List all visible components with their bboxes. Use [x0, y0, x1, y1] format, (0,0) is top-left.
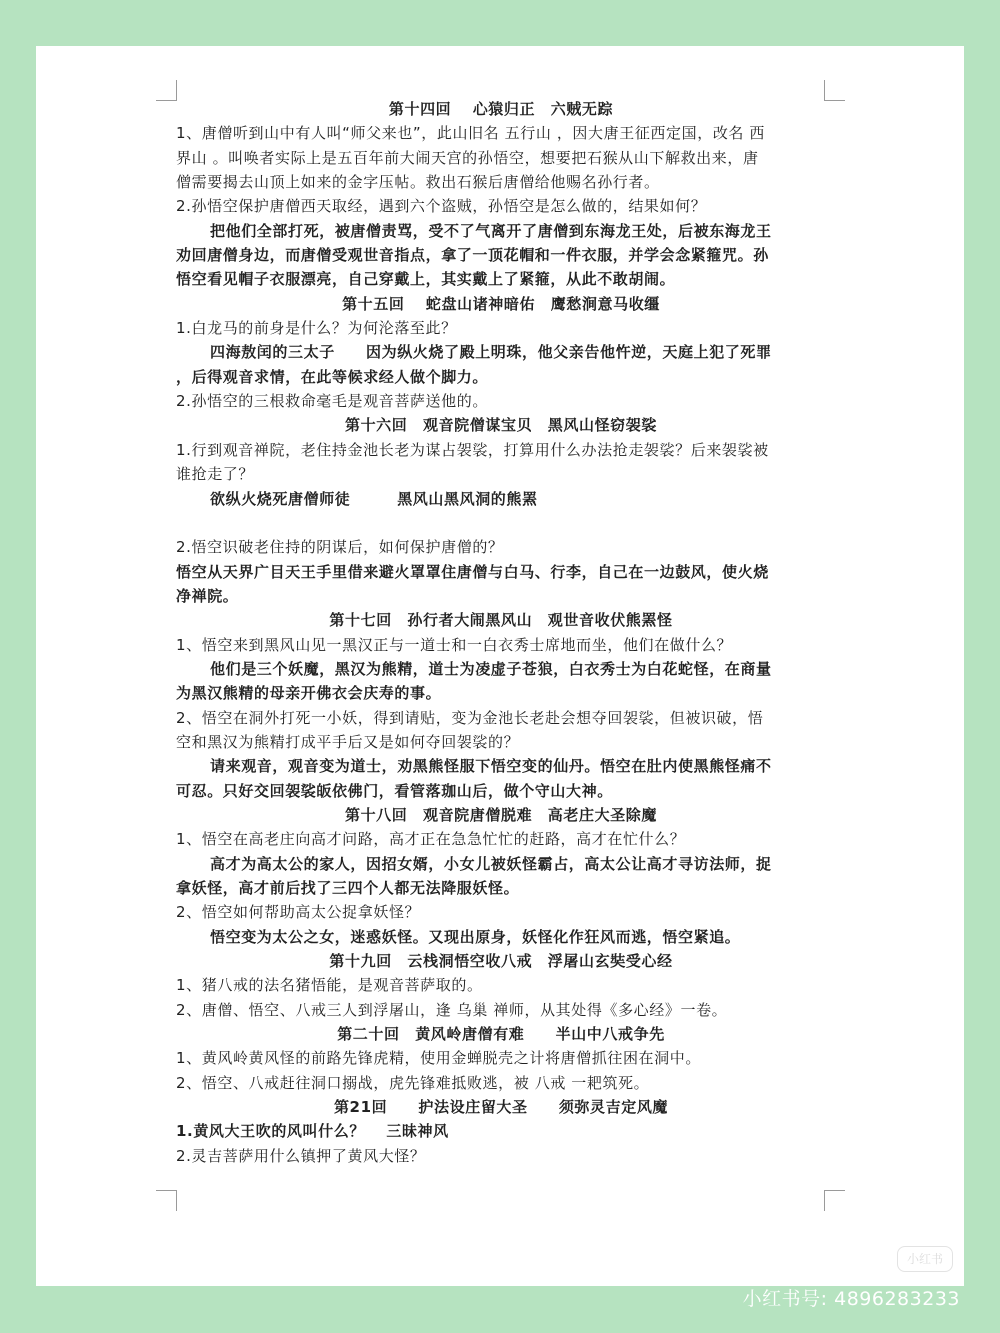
crop-mark-bottom-right	[824, 1190, 845, 1211]
question-line: 2、唐僧、悟空、八戒三人到浮屠山，逢 乌巢 禅师，从其处得《多心经》一卷。	[176, 1000, 728, 1019]
answer-line: 可忍。只好交回袈裟皈依佛门，看管落珈山后，做个守山大神。	[176, 781, 613, 800]
question-line: 界山 。叫唤者实际上是五百年前大闹天宫的孙悟空，想要把石猴从山下解救出来，唐	[176, 148, 759, 167]
answer-line: 悟空变为太公之女，迷惑妖怪。又现出原身，妖怪化作狂风而逃，悟空紧追。	[210, 927, 741, 946]
question-line: 空和黑汉为熊精打成平手后又是如何夺回袈裟的？	[176, 732, 520, 751]
question-line: 2、悟空如何帮助高太公捉拿妖怪？	[176, 903, 421, 922]
question-line: 1、猪八戒的法名猪悟能，是观音菩萨取的。	[176, 976, 483, 995]
question-line: 1、黄风岭黄风怪的前路先锋虎精，使用金蝉脱壳之计将唐僧抓往困在洞中。	[176, 1049, 701, 1068]
question-line: 1.行到观音禅院，老住持金池长老为谋占袈裟，打算用什么办法抢走袈裟？后来袈裟被	[176, 440, 769, 459]
answer-line: 劝回唐僧身边，而唐僧受观世音指点，拿了一顶花帽和一件衣服，并学会念紧箍咒。孙	[176, 246, 769, 265]
chapter-heading: 第21回 护法设庄留大圣 须弥灵吉定风魔	[333, 1098, 669, 1117]
question-line: 1、悟空来到黑风山见一黑汉正与一道士和一白衣秀士席地而坐，他们在做什么？	[176, 635, 733, 654]
question-line: 1.白龙马的前身是什么？为何沦落至此？	[176, 319, 457, 338]
chapter-heading: 第十六回 观音院僧谋宝贝 黑风山怪窃袈裟	[344, 416, 657, 435]
answer-line: 1.黄风大王吹的风叫什么？ 三昧神风	[176, 1122, 449, 1141]
account-watermark: 小红书号: 4896283233	[742, 1288, 960, 1310]
answer-line: 悟空从天界广目天王手里借来避火罩罩住唐僧与白马、行李，自己在一边鼓风，使火烧	[176, 562, 769, 581]
question-line: 2.孙悟空保护唐僧西天取经，遇到六个盗贼，孙悟空是怎么做的，结果如何？	[176, 197, 707, 216]
chapter-heading: 第十五回 蛇盘山诸神暗佑 鹰愁涧意马收缰	[342, 294, 660, 313]
question-line: 1、悟空在高老庄向高才问路，高才正在急急忙忙的赶路，高才在忙什么？	[176, 830, 686, 849]
question-line: 2、悟空、八戒赶往洞口搦战，虎先锋难抵败逃，被 八戒 一耙筑死。	[176, 1073, 650, 1092]
answer-line: 悟空看见帽子衣服漂亮，自己穿戴上，其实戴上了紧箍，从此不敢胡闹。	[176, 270, 676, 289]
answer-line: 高才为高太公的家人，因招女婿，小女儿被妖怪霸占，高太公让高才寻访法师，捉	[210, 854, 772, 873]
answer-line: 净禅院。	[176, 586, 239, 605]
crop-mark-bottom-left	[156, 1190, 177, 1211]
chapter-heading: 第十七回 孙行者大闹黑风山 观世音收伏熊罴怪	[329, 611, 673, 630]
chapter-heading: 第十八回 观音院唐僧脱难 高老庄大圣除魔	[344, 805, 657, 824]
answer-line: 欲纵火烧死唐僧师徒 黑风山黑风洞的熊罴	[210, 489, 538, 508]
chapter-heading: 第十四回 心猿归正 六贼无踪	[388, 100, 614, 118]
question-line: 2.孙悟空的三根救命毫毛是观音菩萨送他的。	[176, 392, 488, 411]
xiaohongshu-logo: 小红书	[897, 1246, 953, 1272]
question-line: 2.灵吉菩萨用什么镇押了黄风大怪？	[176, 1146, 426, 1165]
question-line: 1、唐僧听到山中有人叫“师父来也”，此山旧名 五行山 ，因大唐王征西定国，改名 西	[176, 124, 765, 143]
crop-mark-top-right	[824, 80, 845, 101]
chapter-heading: 第十九回 云栈洞悟空收八戒 浮屠山玄奘受心经	[329, 952, 673, 971]
question-line: 僧需要揭去山顶上如来的金字压帖。救出石猴后唐僧给他赐名孙行者。	[176, 173, 660, 192]
answer-line: 四海敖闰的三太子 因为纵火烧了殿上明珠，他父亲告他忤逆，天庭上犯了死罪	[210, 343, 772, 362]
blank-line	[176, 511, 826, 535]
crop-mark-top-left	[156, 80, 177, 101]
question-line: 谁抢走了？	[176, 465, 255, 484]
answer-line: 把他们全部打死，被唐僧责骂，受不了气离开了唐僧到东海龙王处，后被东海龙王	[210, 221, 772, 240]
question-line: 2.悟空识破老住持的阴谋后，如何保护唐僧的？	[176, 538, 504, 557]
answer-line: 为黑汉熊精的母亲开佛衣会庆寿的事。	[176, 684, 442, 703]
answer-line: 他们是三个妖魔，黑汉为熊精，道士为凌虚子苍狼，白衣秀士为白花蛇怪，在商量	[210, 659, 772, 678]
answer-line: ，后得观音求情，在此等候求经人做个脚力。	[176, 367, 489, 386]
chapter-heading: 第二十回 黄风岭唐僧有难 半山中八戒争先	[337, 1025, 665, 1044]
answer-line: 拿妖怪，高才前后找了三四个人都无法降服妖怪。	[176, 879, 520, 897]
answer-line: 请来观音，观音变为道士，劝黑熊怪服下悟空变的仙丹。悟空在肚内使黑熊怪痛不	[210, 757, 772, 776]
document-body	[176, 97, 826, 1168]
question-line: 2、悟空在洞外打死一小妖，得到请贴，变为金池长老赴会想夺回袈裟，但被识破，悟	[176, 708, 764, 727]
